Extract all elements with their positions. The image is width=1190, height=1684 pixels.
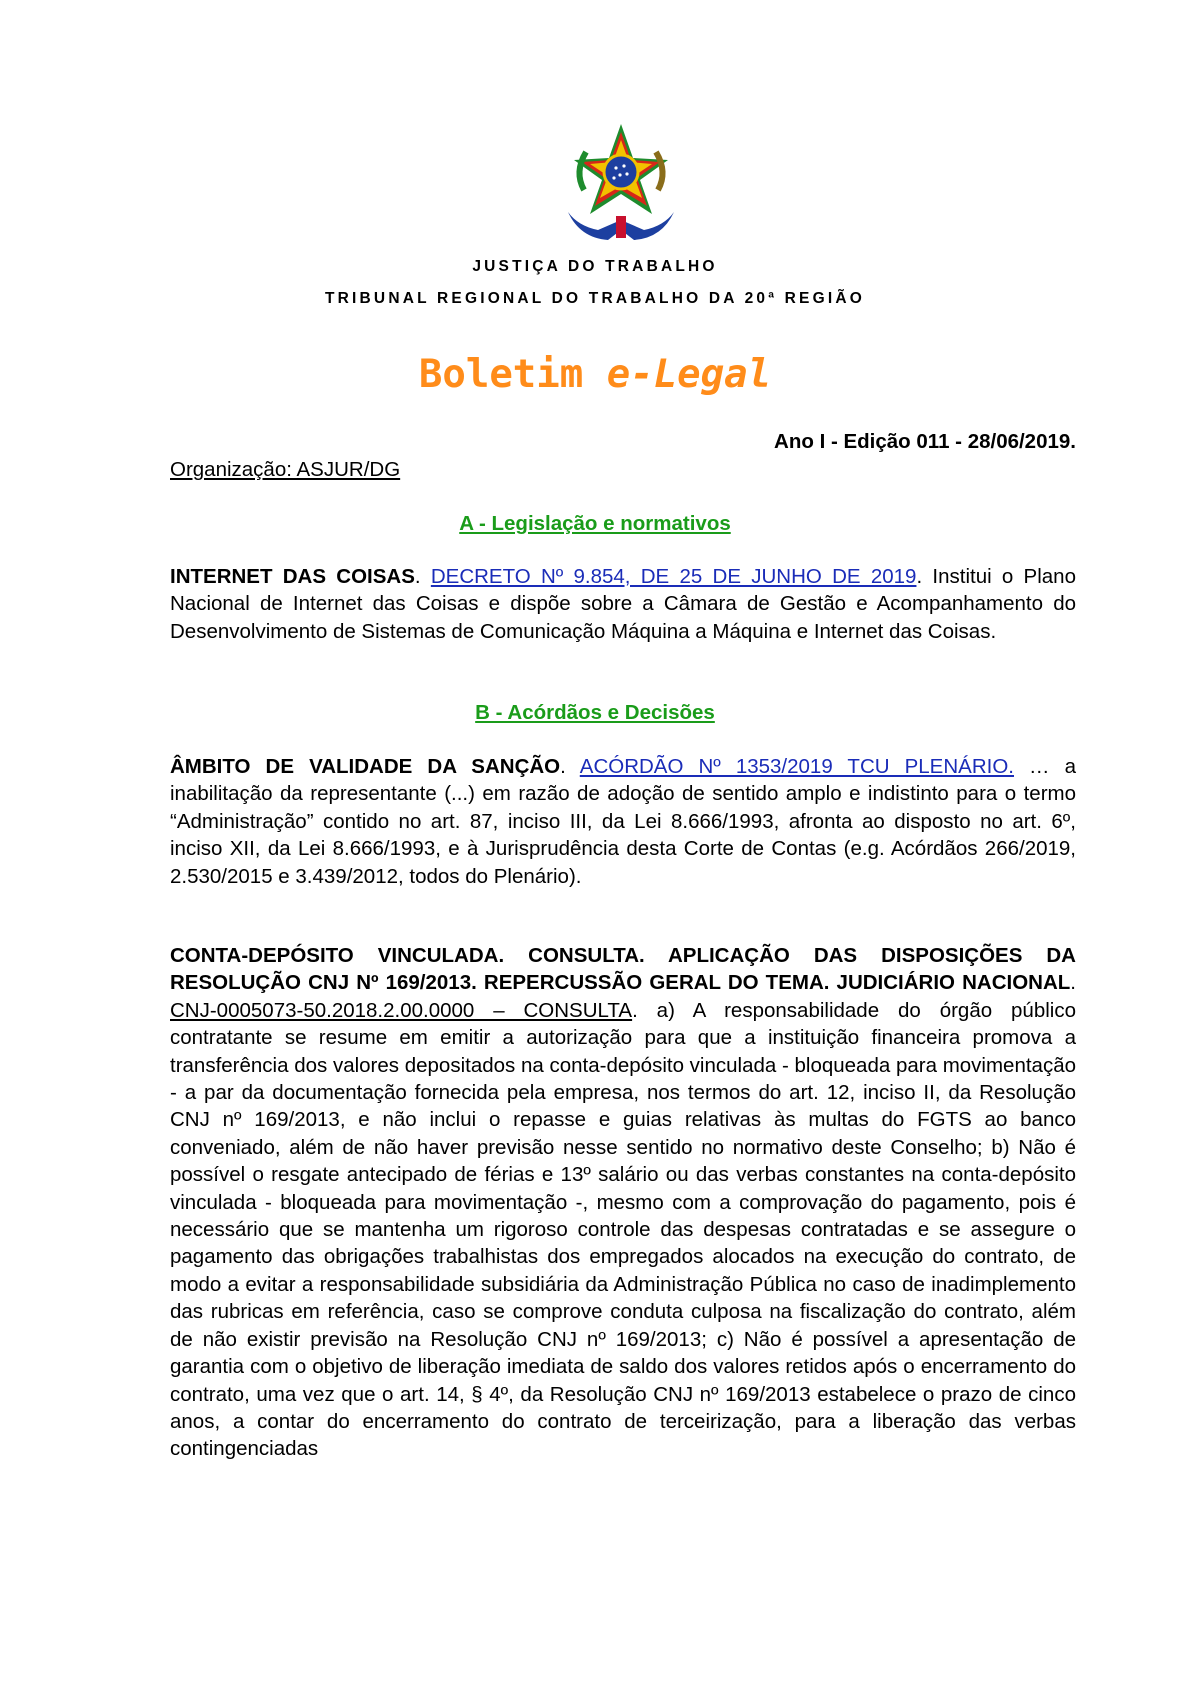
item-separator: . [414, 565, 431, 588]
item-conta-deposito [170, 942, 1076, 1463]
item-internet-das-coisas [170, 563, 1076, 645]
header-tribunal: TRIBUNAL REGIONAL DO TRABALHO DA 20ª REGIÃO [324, 290, 866, 307]
edition-info: Ano I - Edição 011 - 28/06/2019. [774, 430, 1076, 453]
item-separator: . [560, 755, 580, 778]
item-topic: ÂMBITO DE VALIDADE DA SANÇÃO [170, 755, 561, 778]
item-text: … a inabilitação da representante (...) em razão de adoção de sentido amplo e indistinto para o termo “Administração” contido no art. 87, inciso III, da Lei 8.666/1993, afronta ao disposto no art. 6º, inciso XII, da Lei 8.666/1993, e à Jurisprudência desta Corte de Contas (e.g. Acórdãos 266/2019, 2.530/2015 e 3.439/2012, todos do Plenário). [170, 755, 1077, 888]
item-text: . a) A responsabilidade do órgão público contratante se resume em emitir a autorização para que a instituição financeira promova a transferência dos valores depositados na conta-depósito vinculada - bloqueada para movimentação - a par da documentação fornecida pela empresa, nos termos do art. 12, inciso II, da Resolução CNJ nº 169/2013, e não inclui o repasse e guias relativas às multas do FGTS ao banco conveniado, além de não haver previsão nesse sentido no normativo deste Conselho; b) Não é possível o resgate antecipado de férias e 13º salário ou das verbas constantes na conta-depósito vinculada - bloqueada para movimentação -, mesmo com a comprovação do pagamento, pois é necessário que se mantenha um rigoroso controle das despesas contratadas e se assegure o pagamento das obrigações trabalhistas dos empregados alocados na execução do contrato, de modo a evitar a responsabilidade subsidiária da Administração Pública no caso de inadimplemento das rubricas em referência, caso se comprove conduta culposa na fiscalização do contrato, além de não existir previsão na Resolução CNJ nº 169/2013; c) Não é possível a apresentação de garantia com o objetivo de liberação imediata de saldo dos valores retidos após o encerramento do contrato, uma vez que o art. 14, § 4º, da Resolução CNJ nº 169/2013 estabelece o prazo de cinco anos, a contar do encerramento do contrato de terceirização, para a liberação das verbas contingenciadas [170, 998, 1076, 1461]
bulletin-title-main: Boletim [418, 352, 607, 397]
cnj-consulta-link[interactable]: CNJ-0005073-50.2018.2.00.0000 – CONSULTA [170, 998, 633, 1022]
decreto-link[interactable]: DECRETO Nº 9.854, DE 25 DE JUNHO DE 2019 [430, 565, 917, 588]
acordao-link[interactable]: ACÓRDÃO Nº 1353/2019 TCU PLENÁRIO. [579, 755, 1014, 778]
section-a-heading: A - Legislação e normativos [459, 512, 731, 535]
brazil-coat-of-arms-icon [560, 120, 682, 246]
section-b-heading: B - Acórdãos e Decisões [475, 701, 715, 724]
organization-info: Organização: ASJUR/DG [170, 458, 401, 481]
item-text: . Institui o Plano Nacional de Internet das Coisas e dispõe sobre a Câmara de Gestão e Acompanhamento do Desenvolvimento de Sistemas de Comunicação Máquina a Máquina e Internet das Coisas. [170, 565, 1076, 643]
item-separator: . [1070, 971, 1076, 995]
header-justice: JUSTIÇA DO TRABALHO [472, 258, 718, 275]
item-topic: INTERNET DAS COISAS [170, 565, 415, 588]
item-ambito-validade [170, 753, 1076, 890]
item-topic: CONTA-DEPÓSITO VINCULADA. CONSULTA. APLICAÇÃO DAS DISPOSIÇÕES DA RESOLUÇÃO CNJ Nº 169/2013. REPERCUSSÃO GERAL DO TEMA. JUDICIÁRIO NACIONAL [170, 944, 1076, 995]
bulletin-title [0, 352, 1190, 397]
bulletin-title-elegal: e-Legal [606, 352, 772, 397]
